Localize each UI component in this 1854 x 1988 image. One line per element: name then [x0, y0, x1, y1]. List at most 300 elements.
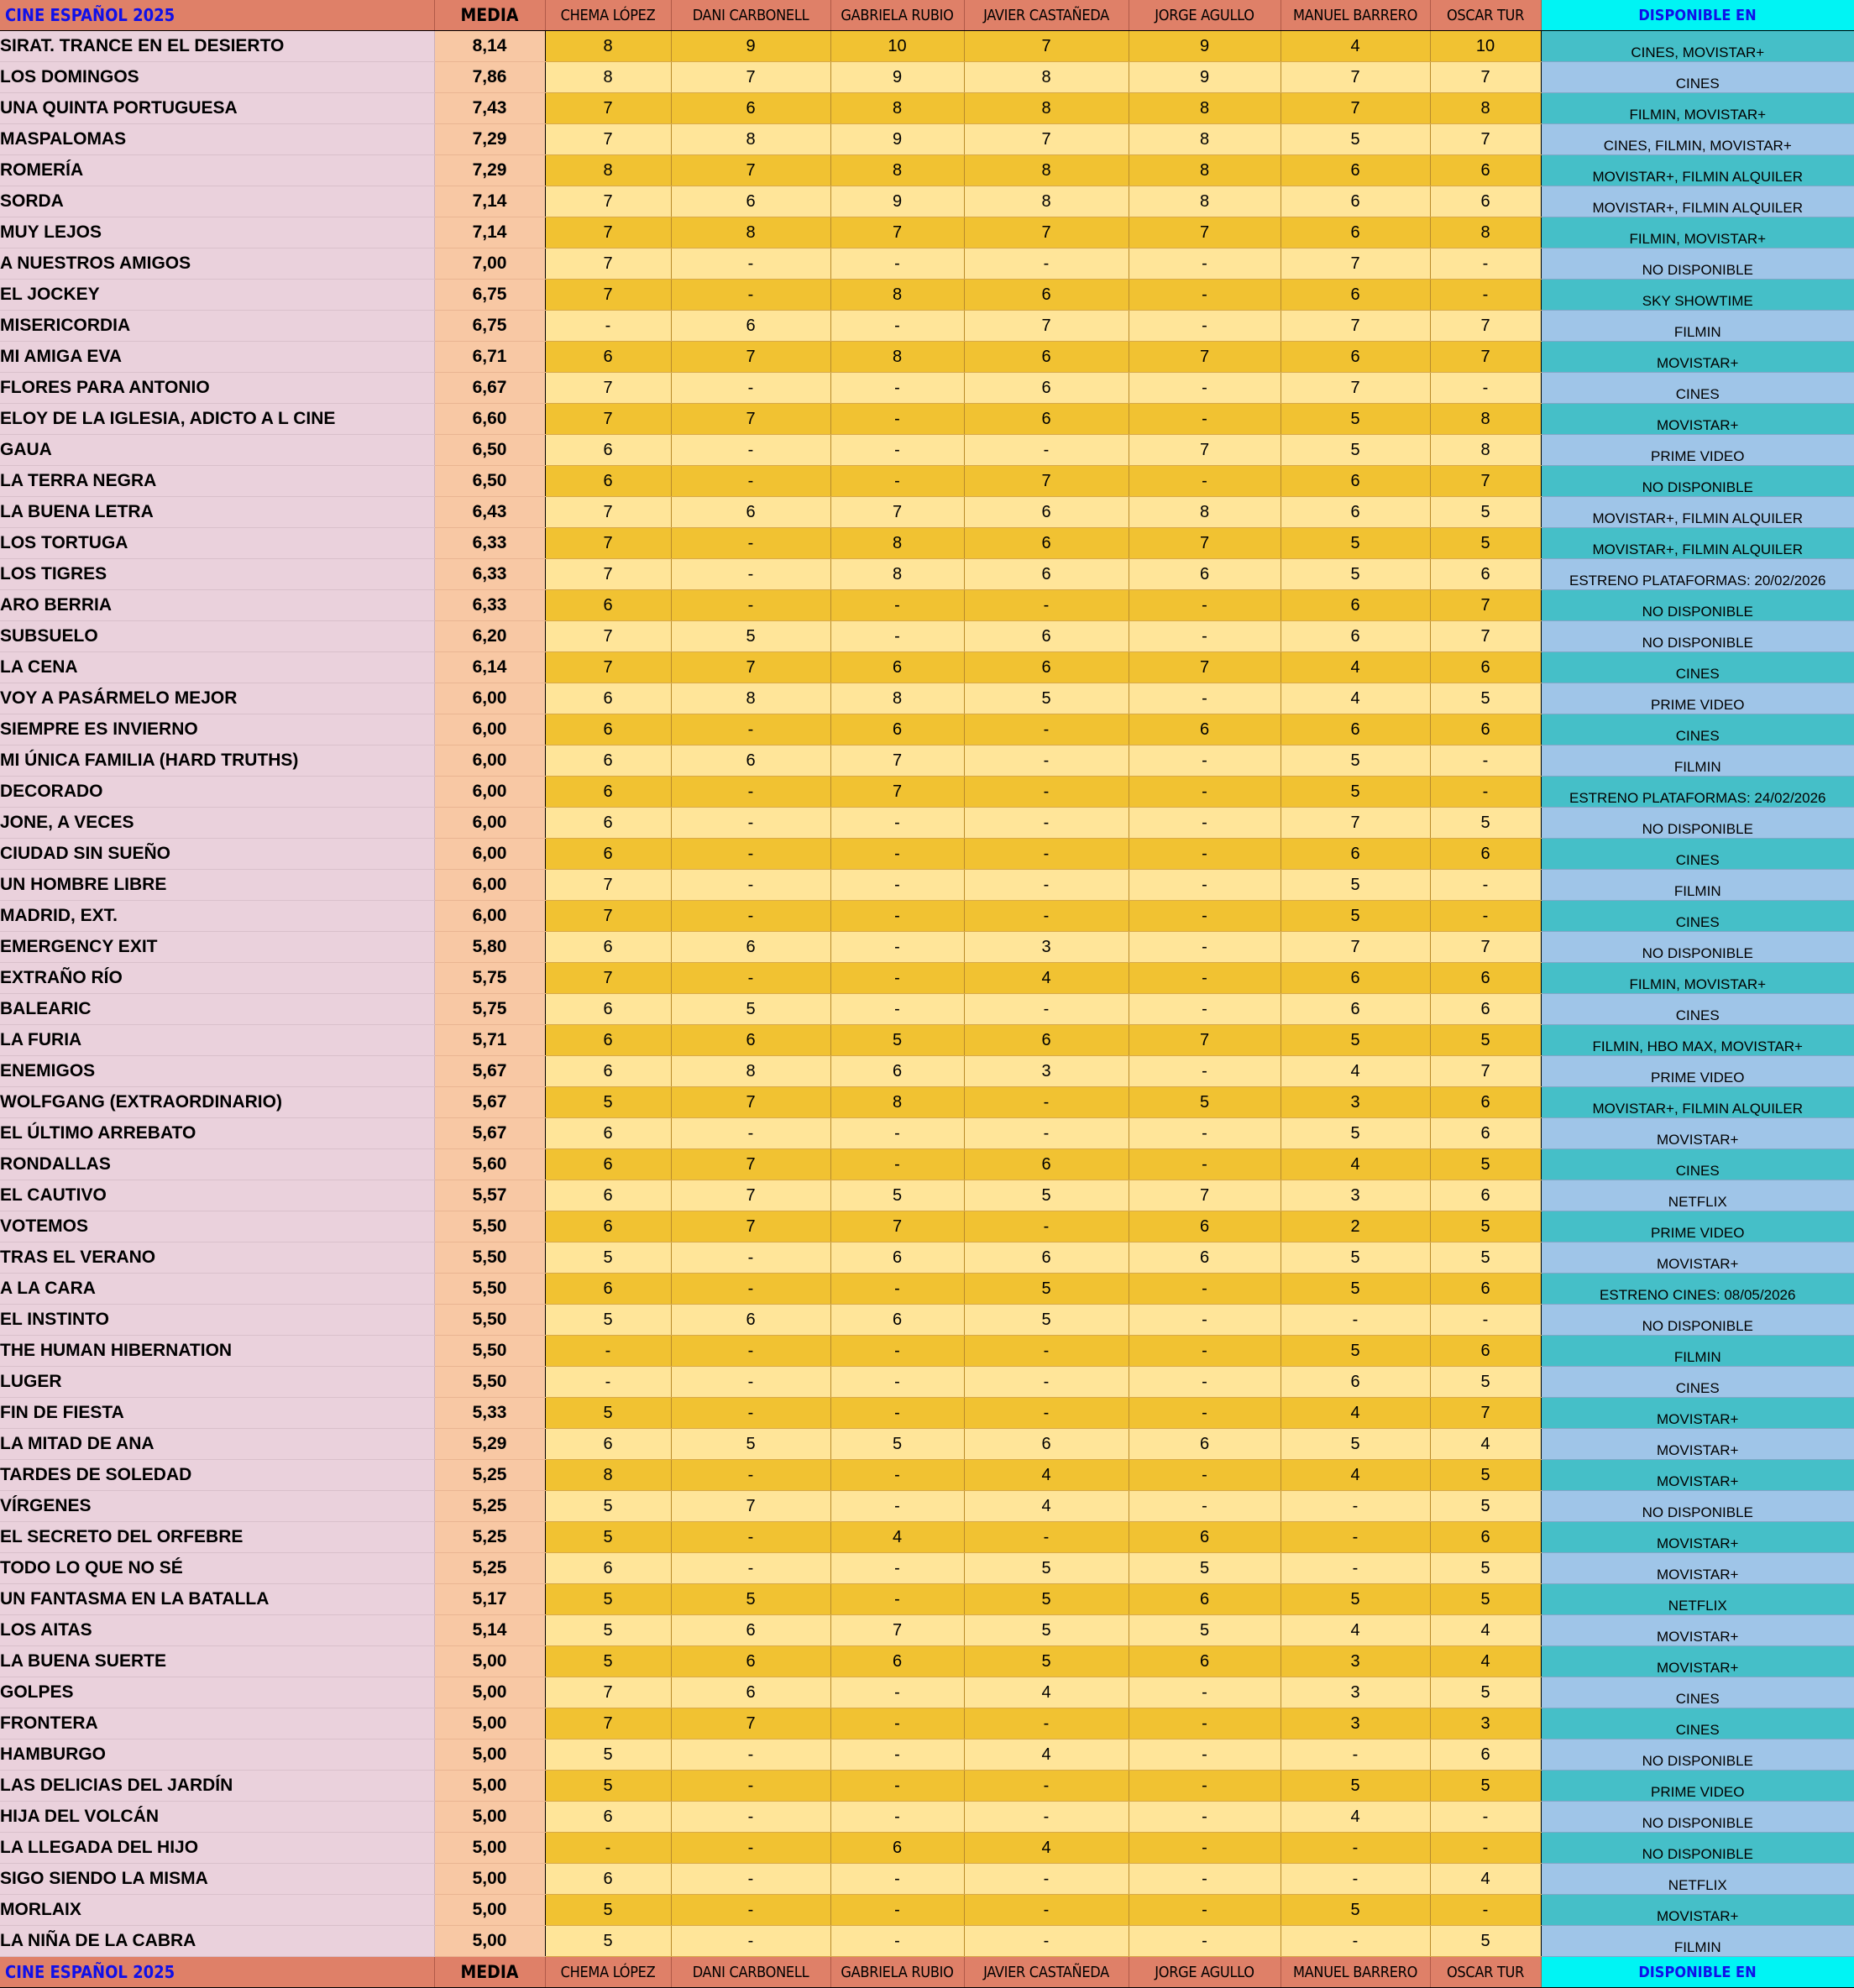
- availability: FILMIN: [1541, 1926, 1854, 1957]
- critic-score: -: [545, 1336, 671, 1367]
- average-score: 8,14: [434, 31, 545, 62]
- critic-score: 6: [964, 1242, 1129, 1274]
- film-title: LA NIÑA DE LA CABRA: [0, 1926, 434, 1957]
- critic-score: -: [964, 1336, 1129, 1367]
- critic-score: 7: [964, 31, 1129, 62]
- critic-score: -: [1129, 404, 1281, 435]
- film-title: TRAS EL VERANO: [0, 1242, 434, 1274]
- critic-score: -: [671, 1367, 830, 1398]
- critic-score: 6: [1281, 714, 1430, 746]
- critic-score: 5: [1281, 1242, 1430, 1274]
- critic-score: -: [964, 746, 1129, 777]
- critic-score: 7: [671, 342, 830, 373]
- table-row: [0, 248, 1854, 280]
- header-availability: DISPONIBLE EN: [1541, 0, 1854, 31]
- critic-score: 8: [671, 1056, 830, 1087]
- critic-score: -: [671, 1895, 830, 1926]
- critic-score: 7: [671, 1180, 830, 1211]
- critic-score: 9: [1129, 31, 1281, 62]
- average-score: 6,00: [434, 870, 545, 901]
- availability: MOVISTAR+: [1541, 1522, 1854, 1553]
- average-score: 6,33: [434, 559, 545, 590]
- film-title: LOS TORTUGA: [0, 528, 434, 559]
- critic-score: 6: [1129, 1211, 1281, 1242]
- film-title: UNA QUINTA PORTUGUESA: [0, 93, 434, 124]
- average-score: 7,43: [434, 93, 545, 124]
- header-title: CINE ESPAÑOL 2025: [0, 0, 434, 31]
- average-score: 6,00: [434, 683, 545, 714]
- critic-score: 6: [830, 1646, 964, 1677]
- film-title: LA CENA: [0, 652, 434, 683]
- critic-score: 9: [830, 186, 964, 217]
- critic-score: -: [964, 1864, 1129, 1895]
- table-row: [0, 404, 1854, 435]
- film-title: MASPALOMAS: [0, 124, 434, 155]
- average-score: 5,00: [434, 1802, 545, 1833]
- availability: NETFLIX: [1541, 1584, 1854, 1615]
- critic-score: -: [964, 248, 1129, 280]
- critic-score: 6: [1129, 1429, 1281, 1460]
- availability: CINES: [1541, 1367, 1854, 1398]
- critic-score: 5: [1430, 1025, 1541, 1056]
- critic-score: 6: [1430, 1274, 1541, 1305]
- average-score: 5,67: [434, 1056, 545, 1087]
- table-row: [0, 1056, 1854, 1087]
- critic-score: 4: [1281, 1398, 1430, 1429]
- table-row: [0, 466, 1854, 497]
- critic-score: 6: [1129, 1242, 1281, 1274]
- critic-score: 7: [830, 777, 964, 808]
- critic-score: -: [1281, 1864, 1430, 1895]
- table-row: [0, 777, 1854, 808]
- critic-score: 7: [1129, 217, 1281, 248]
- availability: MOVISTAR+: [1541, 1398, 1854, 1429]
- table-row: [0, 746, 1854, 777]
- critic-score: -: [671, 1926, 830, 1957]
- critic-score: -: [830, 1118, 964, 1149]
- header-media: MEDIA: [434, 0, 545, 31]
- availability: CINES: [1541, 901, 1854, 932]
- critic-score: 6: [1281, 155, 1430, 186]
- critic-score: 4: [964, 1677, 1129, 1708]
- availability: FILMIN: [1541, 1336, 1854, 1367]
- critic-score: -: [1430, 280, 1541, 311]
- table-row: [0, 124, 1854, 155]
- availability: CINES: [1541, 373, 1854, 404]
- critic-score: -: [671, 1336, 830, 1367]
- film-title: HIJA DEL VOLCÁN: [0, 1802, 434, 1833]
- critic-score: -: [1129, 870, 1281, 901]
- availability: NO DISPONIBLE: [1541, 932, 1854, 963]
- critic-score: 6: [1430, 1740, 1541, 1771]
- critic-score: -: [1430, 1833, 1541, 1864]
- critic-score: -: [671, 777, 830, 808]
- table-row: [0, 839, 1854, 870]
- film-title: BALEARIC: [0, 994, 434, 1025]
- critic-score: -: [830, 1460, 964, 1491]
- critic-score: -: [830, 1802, 964, 1833]
- critic-score: 5: [1281, 559, 1430, 590]
- critic-score: 7: [545, 373, 671, 404]
- critic-score: -: [1129, 1118, 1281, 1149]
- critic-score: 6: [1281, 280, 1430, 311]
- average-score: 5,00: [434, 1895, 545, 1926]
- average-score: 5,50: [434, 1242, 545, 1274]
- critic-score: -: [830, 1740, 964, 1771]
- critic-score: -: [671, 1522, 830, 1553]
- film-title: LAS DELICIAS DEL JARDÍN: [0, 1771, 434, 1802]
- critic-score: 6: [1430, 994, 1541, 1025]
- critic-score: -: [830, 1771, 964, 1802]
- critic-score: 6: [830, 714, 964, 746]
- average-score: 6,75: [434, 280, 545, 311]
- critic-score: 5: [1430, 1926, 1541, 1957]
- average-score: 5,25: [434, 1553, 545, 1584]
- critic-score: 5: [964, 1553, 1129, 1584]
- critic-score: 6: [671, 932, 830, 963]
- critic-score: -: [671, 1553, 830, 1584]
- critic-score: -: [830, 1677, 964, 1708]
- critic-score: 6: [830, 1242, 964, 1274]
- availability: CINES: [1541, 714, 1854, 746]
- critic-score: -: [964, 777, 1129, 808]
- critic-score: -: [1129, 1460, 1281, 1491]
- header-critic-jorge: JORGE AGULLO: [1129, 0, 1281, 31]
- critic-score: 7: [1430, 590, 1541, 621]
- table-row: [0, 1802, 1854, 1833]
- critic-score: -: [1129, 1895, 1281, 1926]
- film-title: EL CAUTIVO: [0, 1180, 434, 1211]
- critic-score: 8: [1129, 155, 1281, 186]
- critic-score: 5: [545, 1087, 671, 1118]
- critic-score: 7: [1281, 932, 1430, 963]
- critic-score: 6: [964, 1149, 1129, 1180]
- critic-score: -: [671, 870, 830, 901]
- critic-score: 7: [1430, 621, 1541, 652]
- table-row: [0, 1491, 1854, 1522]
- critic-score: -: [964, 1211, 1129, 1242]
- footer-title: CINE ESPAÑOL 2025: [0, 1957, 434, 1988]
- film-title: MORLAIX: [0, 1895, 434, 1926]
- critic-score: 7: [671, 1491, 830, 1522]
- critic-score: 8: [545, 31, 671, 62]
- film-title: LA LLEGADA DEL HIJO: [0, 1833, 434, 1864]
- critic-score: 5: [545, 1584, 671, 1615]
- table-row: [0, 1677, 1854, 1708]
- critic-score: 7: [545, 248, 671, 280]
- critic-score: 6: [545, 932, 671, 963]
- critic-score: -: [671, 1771, 830, 1802]
- table-row: [0, 1522, 1854, 1553]
- average-score: 6,00: [434, 808, 545, 839]
- critic-score: 8: [1430, 217, 1541, 248]
- critic-score: 8: [671, 683, 830, 714]
- average-score: 6,50: [434, 466, 545, 497]
- film-title: FLORES PARA ANTONIO: [0, 373, 434, 404]
- average-score: 6,00: [434, 746, 545, 777]
- average-score: 5,50: [434, 1367, 545, 1398]
- average-score: 6,60: [434, 404, 545, 435]
- table-row: [0, 1429, 1854, 1460]
- critic-score: -: [830, 1864, 964, 1895]
- film-title: GOLPES: [0, 1677, 434, 1708]
- table-row: [0, 342, 1854, 373]
- critic-score: 7: [830, 746, 964, 777]
- critic-score: -: [830, 1367, 964, 1398]
- availability: ESTRENO PLATAFORMAS: 24/02/2026: [1541, 777, 1854, 808]
- critic-score: -: [671, 1740, 830, 1771]
- critic-score: 6: [1430, 1522, 1541, 1553]
- film-title: LOS DOMINGOS: [0, 62, 434, 93]
- critic-score: -: [1129, 1677, 1281, 1708]
- table-row: [0, 1149, 1854, 1180]
- critic-score: 6: [1430, 1336, 1541, 1367]
- table-row: [0, 1211, 1854, 1242]
- critic-score: -: [830, 808, 964, 839]
- film-title: WOLFGANG (EXTRAORDINARIO): [0, 1087, 434, 1118]
- critic-score: 7: [545, 404, 671, 435]
- critic-score: 2: [1281, 1211, 1430, 1242]
- critic-score: 5: [1430, 1771, 1541, 1802]
- availability: MOVISTAR+, FILMIN ALQUILER: [1541, 155, 1854, 186]
- film-title: LOS AITAS: [0, 1615, 434, 1646]
- table-row: [0, 870, 1854, 901]
- availability: NO DISPONIBLE: [1541, 248, 1854, 280]
- header-critic-manuel: MANUEL BARRERO: [1281, 0, 1430, 31]
- critic-score: 6: [964, 559, 1129, 590]
- critic-score: -: [1129, 1305, 1281, 1336]
- critic-score: 7: [830, 1615, 964, 1646]
- critic-score: 5: [545, 1646, 671, 1677]
- film-title: JONE, A VECES: [0, 808, 434, 839]
- footer-critic-dani: DANI CARBONELL: [671, 1957, 830, 1988]
- table-row: [0, 1771, 1854, 1802]
- critic-score: -: [830, 1149, 964, 1180]
- critic-score: 6: [545, 590, 671, 621]
- critic-score: 7: [830, 1211, 964, 1242]
- availability: FILMIN: [1541, 311, 1854, 342]
- critic-score: -: [671, 373, 830, 404]
- critic-score: 5: [1430, 1584, 1541, 1615]
- average-score: 5,17: [434, 1584, 545, 1615]
- film-title: ELOY DE LA IGLESIA, ADICTO A L CINE: [0, 404, 434, 435]
- critic-score: -: [830, 870, 964, 901]
- table-row: [0, 1926, 1854, 1957]
- film-title: ARO BERRIA: [0, 590, 434, 621]
- critic-score: -: [1430, 373, 1541, 404]
- table-row: [0, 31, 1854, 62]
- availability: CINES, FILMIN, MOVISTAR+: [1541, 124, 1854, 155]
- critic-score: -: [830, 466, 964, 497]
- critic-score: 6: [545, 1180, 671, 1211]
- critic-score: -: [1129, 373, 1281, 404]
- availability: MOVISTAR+: [1541, 1646, 1854, 1677]
- critic-score: -: [1430, 1802, 1541, 1833]
- average-score: 6,43: [434, 497, 545, 528]
- critic-score: 5: [1281, 870, 1430, 901]
- critic-score: -: [964, 1522, 1129, 1553]
- critic-score: 5: [830, 1025, 964, 1056]
- critic-score: 9: [1129, 62, 1281, 93]
- average-score: 6,14: [434, 652, 545, 683]
- critic-score: -: [1129, 1367, 1281, 1398]
- critic-score: -: [1430, 1895, 1541, 1926]
- critic-score: -: [830, 839, 964, 870]
- critic-score: 6: [545, 1429, 671, 1460]
- film-title: LA BUENA SUERTE: [0, 1646, 434, 1677]
- table-row: [0, 62, 1854, 93]
- film-title: DECORADO: [0, 777, 434, 808]
- critic-score: 7: [545, 963, 671, 994]
- critic-score: -: [1129, 1926, 1281, 1957]
- critic-score: 4: [1281, 1615, 1430, 1646]
- critic-score: -: [830, 248, 964, 280]
- film-title: THE HUMAN HIBERNATION: [0, 1336, 434, 1367]
- film-title: RONDALLAS: [0, 1149, 434, 1180]
- critic-score: 4: [1281, 683, 1430, 714]
- critic-score: 4: [1281, 1056, 1430, 1087]
- critic-score: 8: [830, 559, 964, 590]
- critic-score: 6: [545, 1211, 671, 1242]
- average-score: 5,71: [434, 1025, 545, 1056]
- critic-score: -: [1430, 248, 1541, 280]
- critic-score: 6: [671, 311, 830, 342]
- critic-score: 8: [545, 155, 671, 186]
- critic-score: -: [1129, 311, 1281, 342]
- average-score: 6,33: [434, 528, 545, 559]
- film-title: TARDES DE SOLEDAD: [0, 1460, 434, 1491]
- average-score: 5,25: [434, 1522, 545, 1553]
- footer-critic-oscar: OSCAR TUR: [1430, 1957, 1541, 1988]
- critic-score: 7: [671, 1149, 830, 1180]
- critic-score: -: [671, 590, 830, 621]
- critic-score: 7: [671, 1087, 830, 1118]
- critic-score: 6: [545, 1056, 671, 1087]
- critic-score: 6: [1430, 714, 1541, 746]
- average-score: 5,67: [434, 1087, 545, 1118]
- footer-critic-javier: JAVIER CASTAÑEDA: [964, 1957, 1129, 1988]
- critic-score: 5: [964, 1305, 1129, 1336]
- critic-score: 7: [830, 497, 964, 528]
- critic-score: 6: [1129, 559, 1281, 590]
- availability: MOVISTAR+, FILMIN ALQUILER: [1541, 186, 1854, 217]
- critic-score: 7: [545, 528, 671, 559]
- critic-score: -: [1129, 901, 1281, 932]
- critic-score: -: [1129, 808, 1281, 839]
- critic-score: -: [830, 1274, 964, 1305]
- critic-score: 5: [964, 1584, 1129, 1615]
- critic-score: 7: [671, 404, 830, 435]
- film-title: VOY A PASÁRMELO MEJOR: [0, 683, 434, 714]
- table-row: [0, 808, 1854, 839]
- table-row: [0, 528, 1854, 559]
- film-title: UN FANTASMA EN LA BATALLA: [0, 1584, 434, 1615]
- critic-score: -: [830, 994, 964, 1025]
- availability: ESTRENO PLATAFORMAS: 20/02/2026: [1541, 559, 1854, 590]
- availability: MOVISTAR+: [1541, 1553, 1854, 1584]
- film-title: A NUESTROS AMIGOS: [0, 248, 434, 280]
- critic-score: 7: [1430, 342, 1541, 373]
- critic-score: 6: [545, 342, 671, 373]
- critic-score: 5: [545, 1926, 671, 1957]
- critic-score: -: [830, 1584, 964, 1615]
- critic-score: -: [1129, 1740, 1281, 1771]
- critic-score: 8: [1430, 404, 1541, 435]
- critic-score: 7: [545, 870, 671, 901]
- film-title: LOS TIGRES: [0, 559, 434, 590]
- critic-score: -: [671, 528, 830, 559]
- average-score: 6,67: [434, 373, 545, 404]
- table-row: [0, 1367, 1854, 1398]
- critic-score: -: [1430, 870, 1541, 901]
- critic-score: 7: [1281, 93, 1430, 124]
- critic-score: 8: [671, 217, 830, 248]
- average-score: 5,80: [434, 932, 545, 963]
- critic-score: 6: [671, 1646, 830, 1677]
- film-title: SUBSUELO: [0, 621, 434, 652]
- critic-score: -: [830, 621, 964, 652]
- critic-score: 6: [545, 777, 671, 808]
- average-score: 5,00: [434, 1864, 545, 1895]
- critic-score: 8: [830, 342, 964, 373]
- critic-score: 6: [1281, 186, 1430, 217]
- average-score: 6,50: [434, 435, 545, 466]
- critic-score: 7: [1430, 932, 1541, 963]
- critic-score: -: [671, 435, 830, 466]
- critic-score: 8: [671, 124, 830, 155]
- film-title: A LA CARA: [0, 1274, 434, 1305]
- critic-score: 8: [830, 1087, 964, 1118]
- critic-score: 6: [545, 746, 671, 777]
- critic-score: -: [1129, 963, 1281, 994]
- critic-score: 5: [964, 1615, 1129, 1646]
- average-score: 5,50: [434, 1274, 545, 1305]
- critic-score: 6: [1281, 1367, 1430, 1398]
- average-score: 5,50: [434, 1211, 545, 1242]
- table-row: [0, 497, 1854, 528]
- critic-score: 10: [1430, 31, 1541, 62]
- critic-score: -: [1129, 280, 1281, 311]
- critic-score: 8: [545, 62, 671, 93]
- critic-score: 7: [1129, 1025, 1281, 1056]
- critic-score: -: [830, 963, 964, 994]
- critic-score: -: [1281, 1522, 1430, 1553]
- critic-score: 6: [545, 435, 671, 466]
- critic-score: 3: [1281, 1646, 1430, 1677]
- average-score: 5,00: [434, 1646, 545, 1677]
- ratings-body: [0, 31, 1854, 1957]
- critic-score: 6: [830, 1056, 964, 1087]
- critic-score: 4: [1430, 1429, 1541, 1460]
- critic-score: 6: [830, 1305, 964, 1336]
- critic-score: 7: [1129, 342, 1281, 373]
- table-row: [0, 652, 1854, 683]
- critic-score: 8: [830, 280, 964, 311]
- availability: MOVISTAR+: [1541, 1895, 1854, 1926]
- critic-score: 5: [1430, 1211, 1541, 1242]
- header-critic-oscar: OSCAR TUR: [1430, 0, 1541, 31]
- average-score: 7,14: [434, 186, 545, 217]
- critic-score: 6: [1281, 839, 1430, 870]
- critic-score: 8: [1430, 93, 1541, 124]
- table-row: [0, 155, 1854, 186]
- critic-score: -: [1129, 466, 1281, 497]
- film-title: FIN DE FIESTA: [0, 1398, 434, 1429]
- availability: NO DISPONIBLE: [1541, 466, 1854, 497]
- critic-score: 8: [545, 1460, 671, 1491]
- critic-score: 5: [1430, 1553, 1541, 1584]
- critic-score: -: [1129, 1336, 1281, 1367]
